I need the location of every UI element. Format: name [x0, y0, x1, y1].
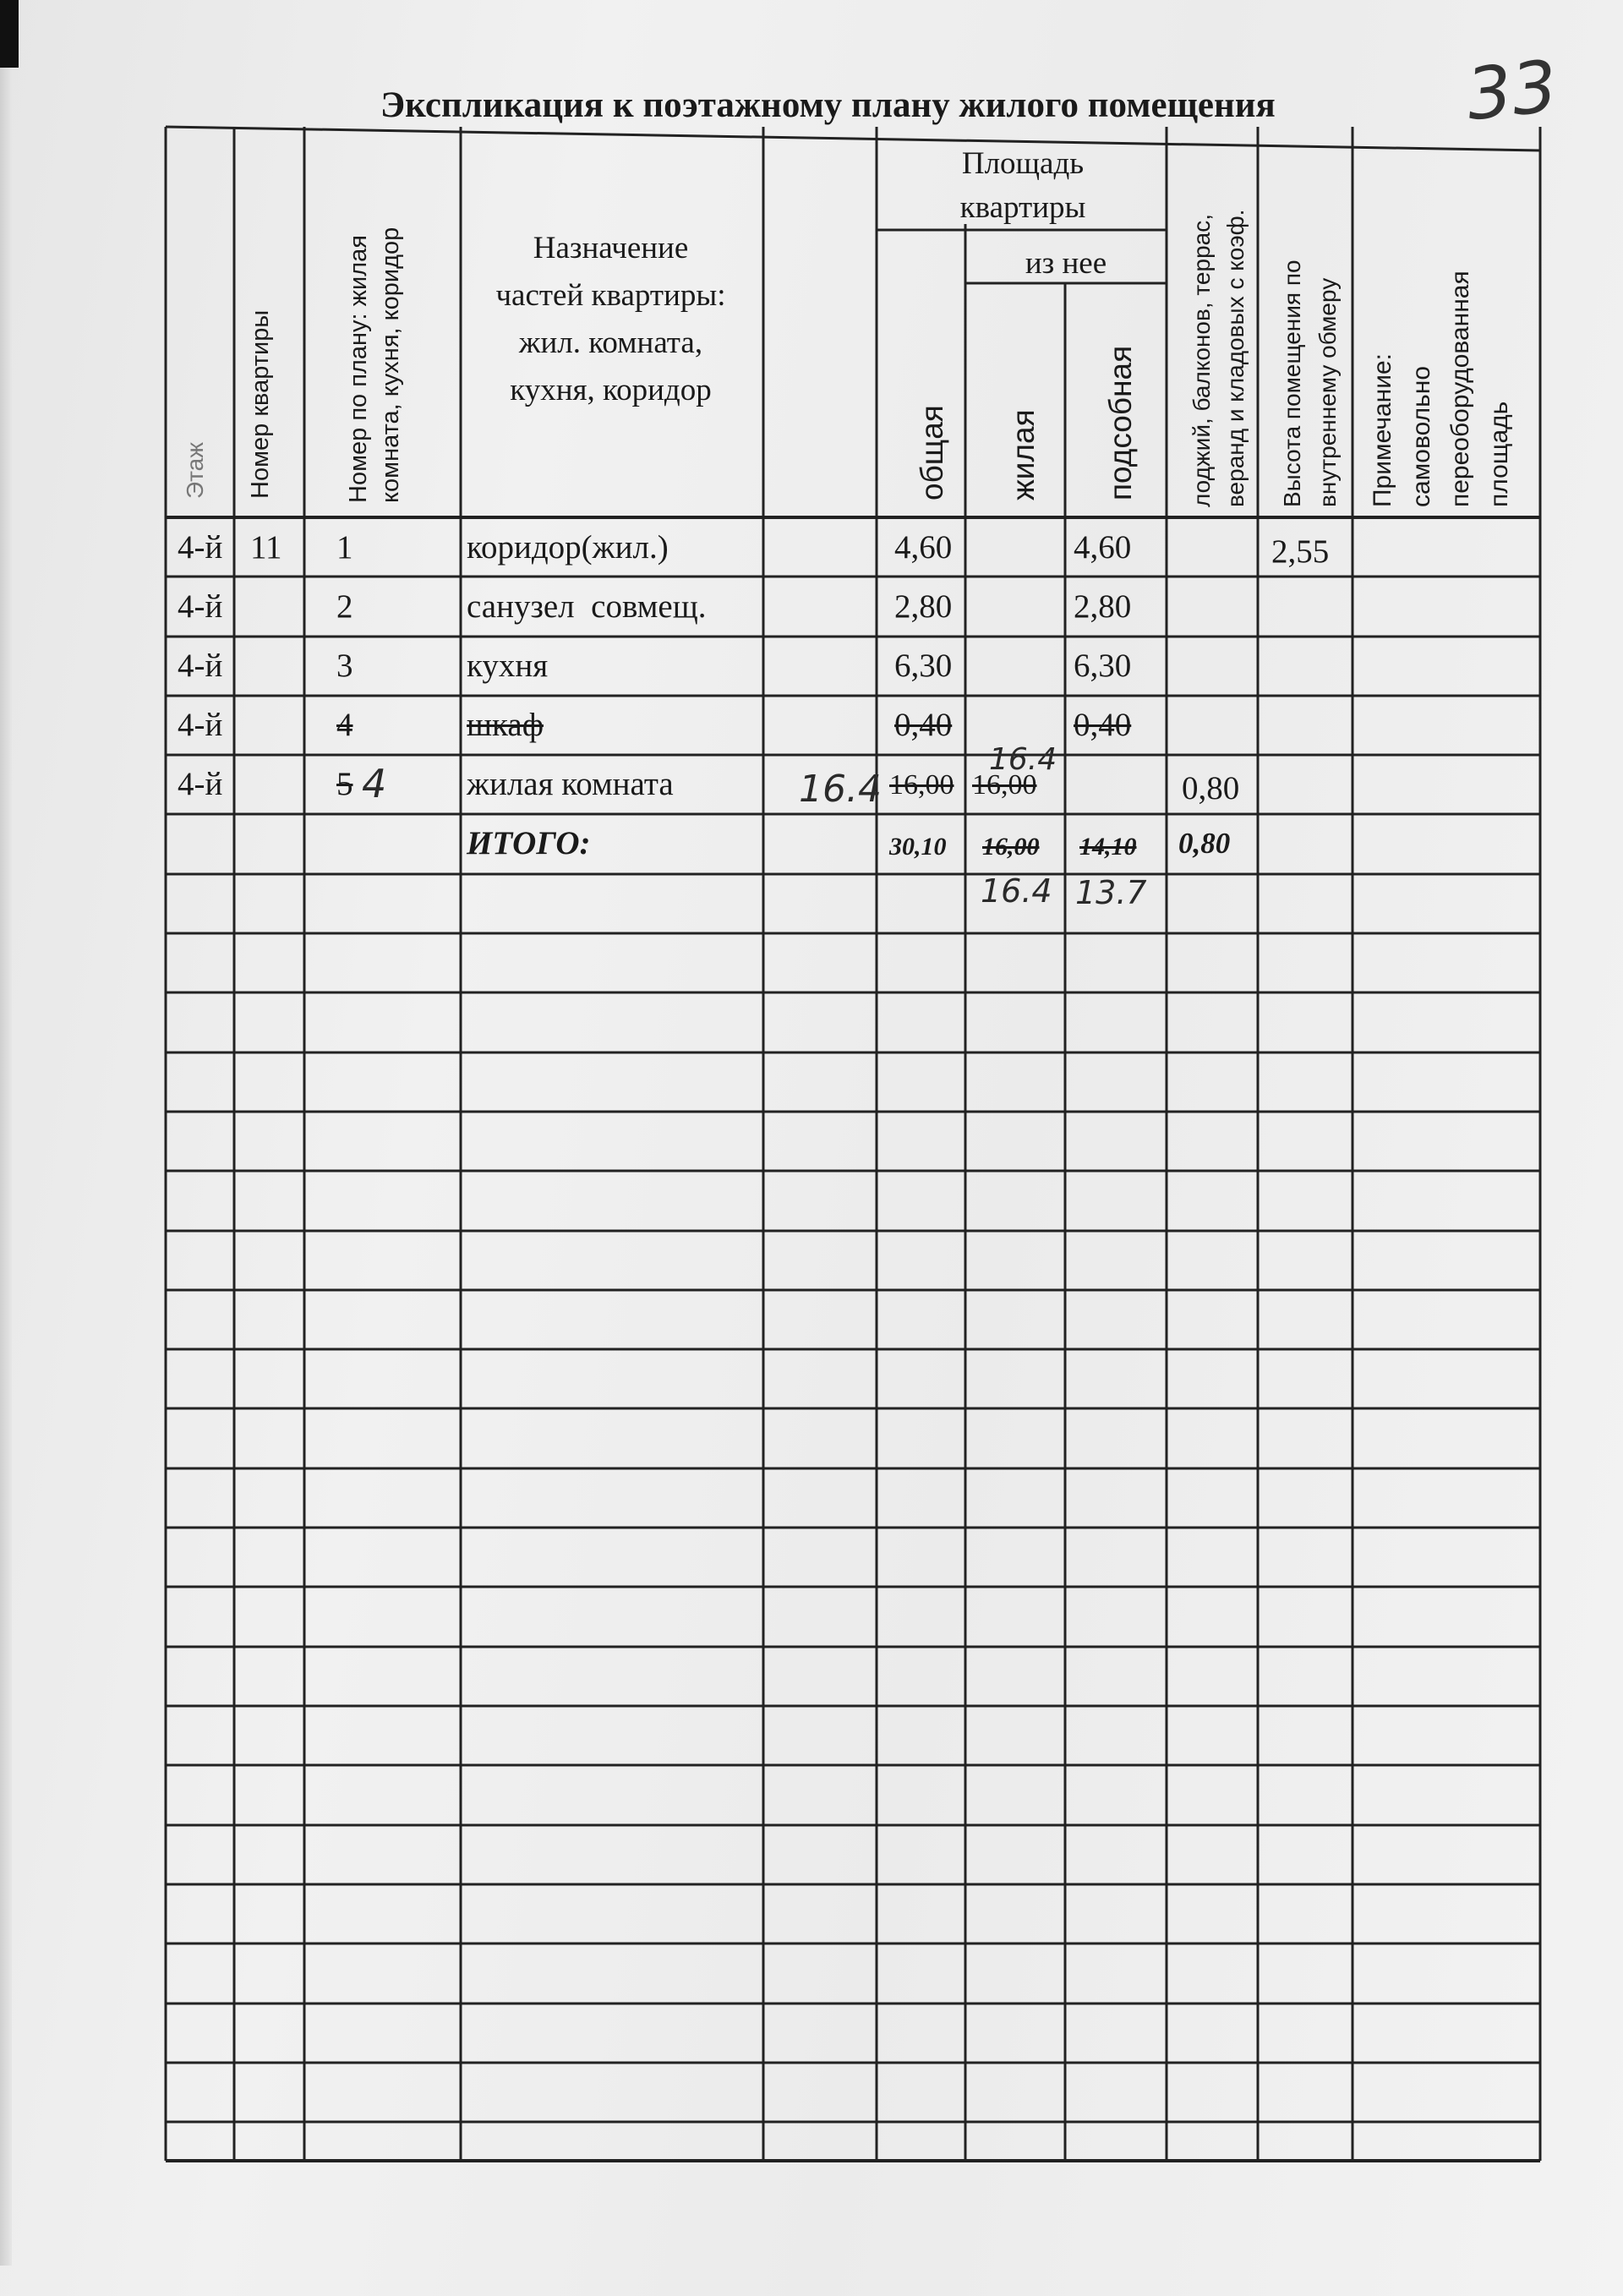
totals-loggia: 0,80: [1178, 827, 1231, 860]
header-plan-no-line2: комната, кухня, коридор: [377, 227, 404, 503]
row5-plan-no: 5: [336, 766, 353, 802]
header-purpose: [461, 225, 761, 414]
row2-purpose: санузел совмещ.: [467, 588, 707, 625]
row4-auxiliary: 0,40: [1074, 707, 1132, 743]
header-plan-no: [342, 227, 407, 503]
row1-auxiliary: 4,60: [1074, 529, 1132, 566]
header-living-area: жилая: [1006, 409, 1041, 500]
totals-living: 16,00: [982, 833, 1040, 861]
totals-auxiliary: 14,10: [1079, 833, 1137, 861]
row3-floor: 4-й: [178, 648, 223, 684]
row3-plan-no: 3: [336, 648, 353, 684]
header-note-line3: переоборудованная: [1446, 271, 1474, 507]
header-total-area: общая: [915, 405, 949, 500]
header-floor: Этаж: [182, 442, 208, 499]
header-plan-no-line1: Номер по плану: жилая: [345, 235, 372, 503]
row1-apartment: 11: [250, 529, 282, 566]
header-loggias: [1185, 210, 1253, 507]
row5-total: 16,00: [889, 769, 954, 801]
header-purpose-line4: кухня, коридор: [510, 373, 712, 407]
header-area-line2: квартиры: [959, 190, 1086, 225]
row2-auxiliary: 2,80: [1074, 588, 1132, 625]
header-auxiliary-area: подсобная: [1103, 345, 1138, 500]
handwritten-row5-area-living: 16.4: [989, 742, 1057, 777]
header-purpose-line1: Назначение: [533, 231, 689, 265]
totals-label: ИТОГО:: [467, 825, 591, 861]
row3-total: 6,30: [894, 648, 953, 684]
handwritten-row5-area-total: 16.4: [799, 768, 882, 811]
header-purpose-line2: частей квартиры:: [495, 278, 726, 313]
header-note: [1363, 271, 1519, 507]
handwritten-totals-auxiliary: 13.7: [1075, 874, 1147, 911]
handwritten-totals-living: 16.4: [981, 872, 1052, 910]
grid-top-border: [166, 127, 1540, 150]
row1-plan-no: 1: [336, 529, 353, 566]
row4-purpose: шкаф: [467, 707, 544, 743]
header-note-line2: самовольно: [1407, 365, 1435, 507]
header-loggias-line2: веранд и кладовых с коэф.: [1222, 209, 1249, 507]
header-area-group: [879, 142, 1167, 230]
row2-plan-no: 2: [336, 588, 353, 625]
row1-height: 2,55: [1271, 533, 1330, 570]
header-of-which: из нее: [1025, 246, 1107, 281]
totals-total: 30,10: [889, 833, 947, 861]
header-height-line2: внутреннему обмеру: [1314, 277, 1341, 507]
row3-purpose: кухня: [467, 648, 549, 684]
row4-total: 0,40: [894, 707, 953, 743]
row2-total: 2,80: [894, 588, 953, 625]
row5-floor: 4-й: [178, 766, 223, 802]
row1-floor: 4-й: [178, 529, 223, 566]
row3-auxiliary: 6,30: [1074, 648, 1132, 684]
header-loggias-line1: лоджий, балконов, террас,: [1189, 213, 1215, 507]
row5-purpose: жилая комната: [467, 766, 674, 802]
row4-plan-no: 4: [336, 707, 353, 743]
header-area-line1: Площадь: [961, 146, 1085, 181]
row1-total: 4,60: [894, 529, 953, 566]
page-number: 33: [1462, 44, 1561, 137]
header-height-line1: Высота помещения по: [1279, 260, 1305, 507]
header-height: [1275, 260, 1346, 507]
header-note-line1: Примечание:: [1369, 353, 1396, 507]
row4-floor: 4-й: [178, 707, 223, 743]
row2-floor: 4-й: [178, 588, 223, 625]
row1-purpose: коридор(жил.): [467, 529, 669, 566]
row5-loggia: 0,80: [1182, 770, 1240, 806]
document-title: Экспликация к поэтажному плану жилого помещения: [380, 85, 1276, 125]
row5-living: 16,00: [972, 769, 1037, 801]
header-purpose-line3: жил. комната,: [518, 325, 703, 360]
header-note-line4: площадь: [1485, 401, 1513, 507]
header-apartment-no: Номер квартиры: [247, 309, 274, 499]
handwritten-row5-plan-no: 4: [362, 761, 387, 806]
